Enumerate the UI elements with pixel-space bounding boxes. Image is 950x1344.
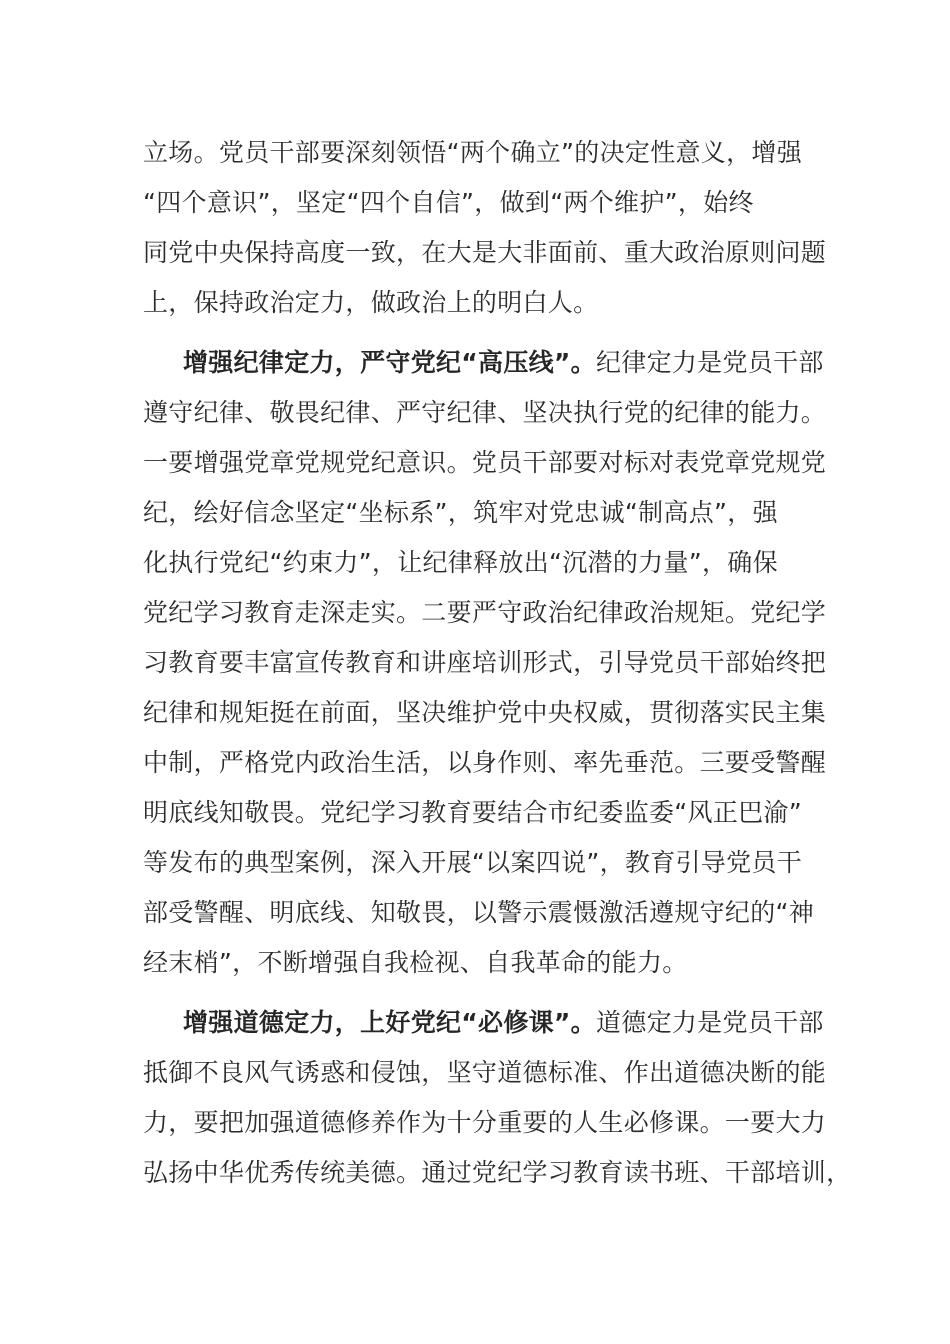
text-line: 中制，严格党内政治生活，以身作则、率先垂范。三要受警醒 [143, 748, 827, 777]
section-heading: 增强道德定力，上好党纪“必修课”。 [183, 1008, 596, 1037]
text-run: 道德定力是党员干部 [595, 1008, 824, 1037]
text-line: 习教育要丰富宣传教育和讲座培训形式，引导党员干部始终把 [143, 648, 827, 677]
text-line: “四个意识”，坚定“四个自信”，做到“两个维护”，始终 [143, 188, 754, 217]
text-line: 经末梢”，不断增强自我检视、自我革命的能力。 [143, 948, 688, 977]
paragraph-3 [143, 998, 852, 1198]
text-line: 力，要把加强道德修养作为十分重要的人生必修课。一要大力 [143, 1108, 827, 1137]
section-heading: 增强纪律定力，严守党纪“高压线”。 [183, 348, 596, 377]
text-run: 纪律定力是党员干部 [595, 348, 824, 377]
paragraph-2 [143, 338, 827, 988]
text-line: 同党中央保持高度一致，在大是大非面前、重大政治原则问题 [143, 238, 827, 267]
text-line: 立场。党员干部要深刻领悟“两个确立”的决定性意义，增强 [143, 138, 803, 167]
text-line: 化执行党纪“约束力”，让纪律释放出“沉潜的力量”，确保 [143, 548, 778, 577]
paragraph-first-line [143, 338, 824, 388]
text-line: 遵守纪律、敬畏纪律、严守纪律、坚决执行党的纪律的能力。 [143, 398, 827, 427]
paragraph-1 [143, 128, 827, 328]
text-line: 部受警醒、明底线、知敬畏，以警示震慑激活遵规守纪的“神 [143, 898, 815, 927]
text-line: 纪，绘好信念坚定“坐标系”，筑牢对党忠诚“制高点”，强 [143, 498, 778, 527]
paragraph-first-line [143, 998, 824, 1048]
text-line: 明底线知敬畏。党纪学习教育要结合市纪委监委“风正巴渝” [143, 798, 803, 827]
text-line: 弘扬中华优秀传统美德。通过党纪学习教育读书班、干部培训， [143, 1158, 852, 1187]
text-line: 上，保持政治定力，做政治上的明白人。 [143, 288, 599, 317]
text-line: 等发布的典型案例，深入开展“以案四说”，教育引导党员干 [143, 848, 803, 877]
paragraph-spacer [143, 988, 815, 998]
text-line: 一要增强党章党规党纪意识。党员干部要对标对表党章党规党 [143, 448, 827, 477]
document-body [143, 128, 852, 1198]
paragraph-spacer [143, 328, 815, 338]
text-line: 党纪学习教育走深走实。二要严守政治纪律政治规矩。党纪学 [143, 598, 827, 627]
text-line: 纪律和规矩挺在前面，坚决维护党中央权威，贯彻落实民主集 [143, 698, 827, 727]
text-line: 抵御不良风气诱惑和侵蚀，坚守道德标准、作出道德决断的能 [143, 1058, 827, 1087]
